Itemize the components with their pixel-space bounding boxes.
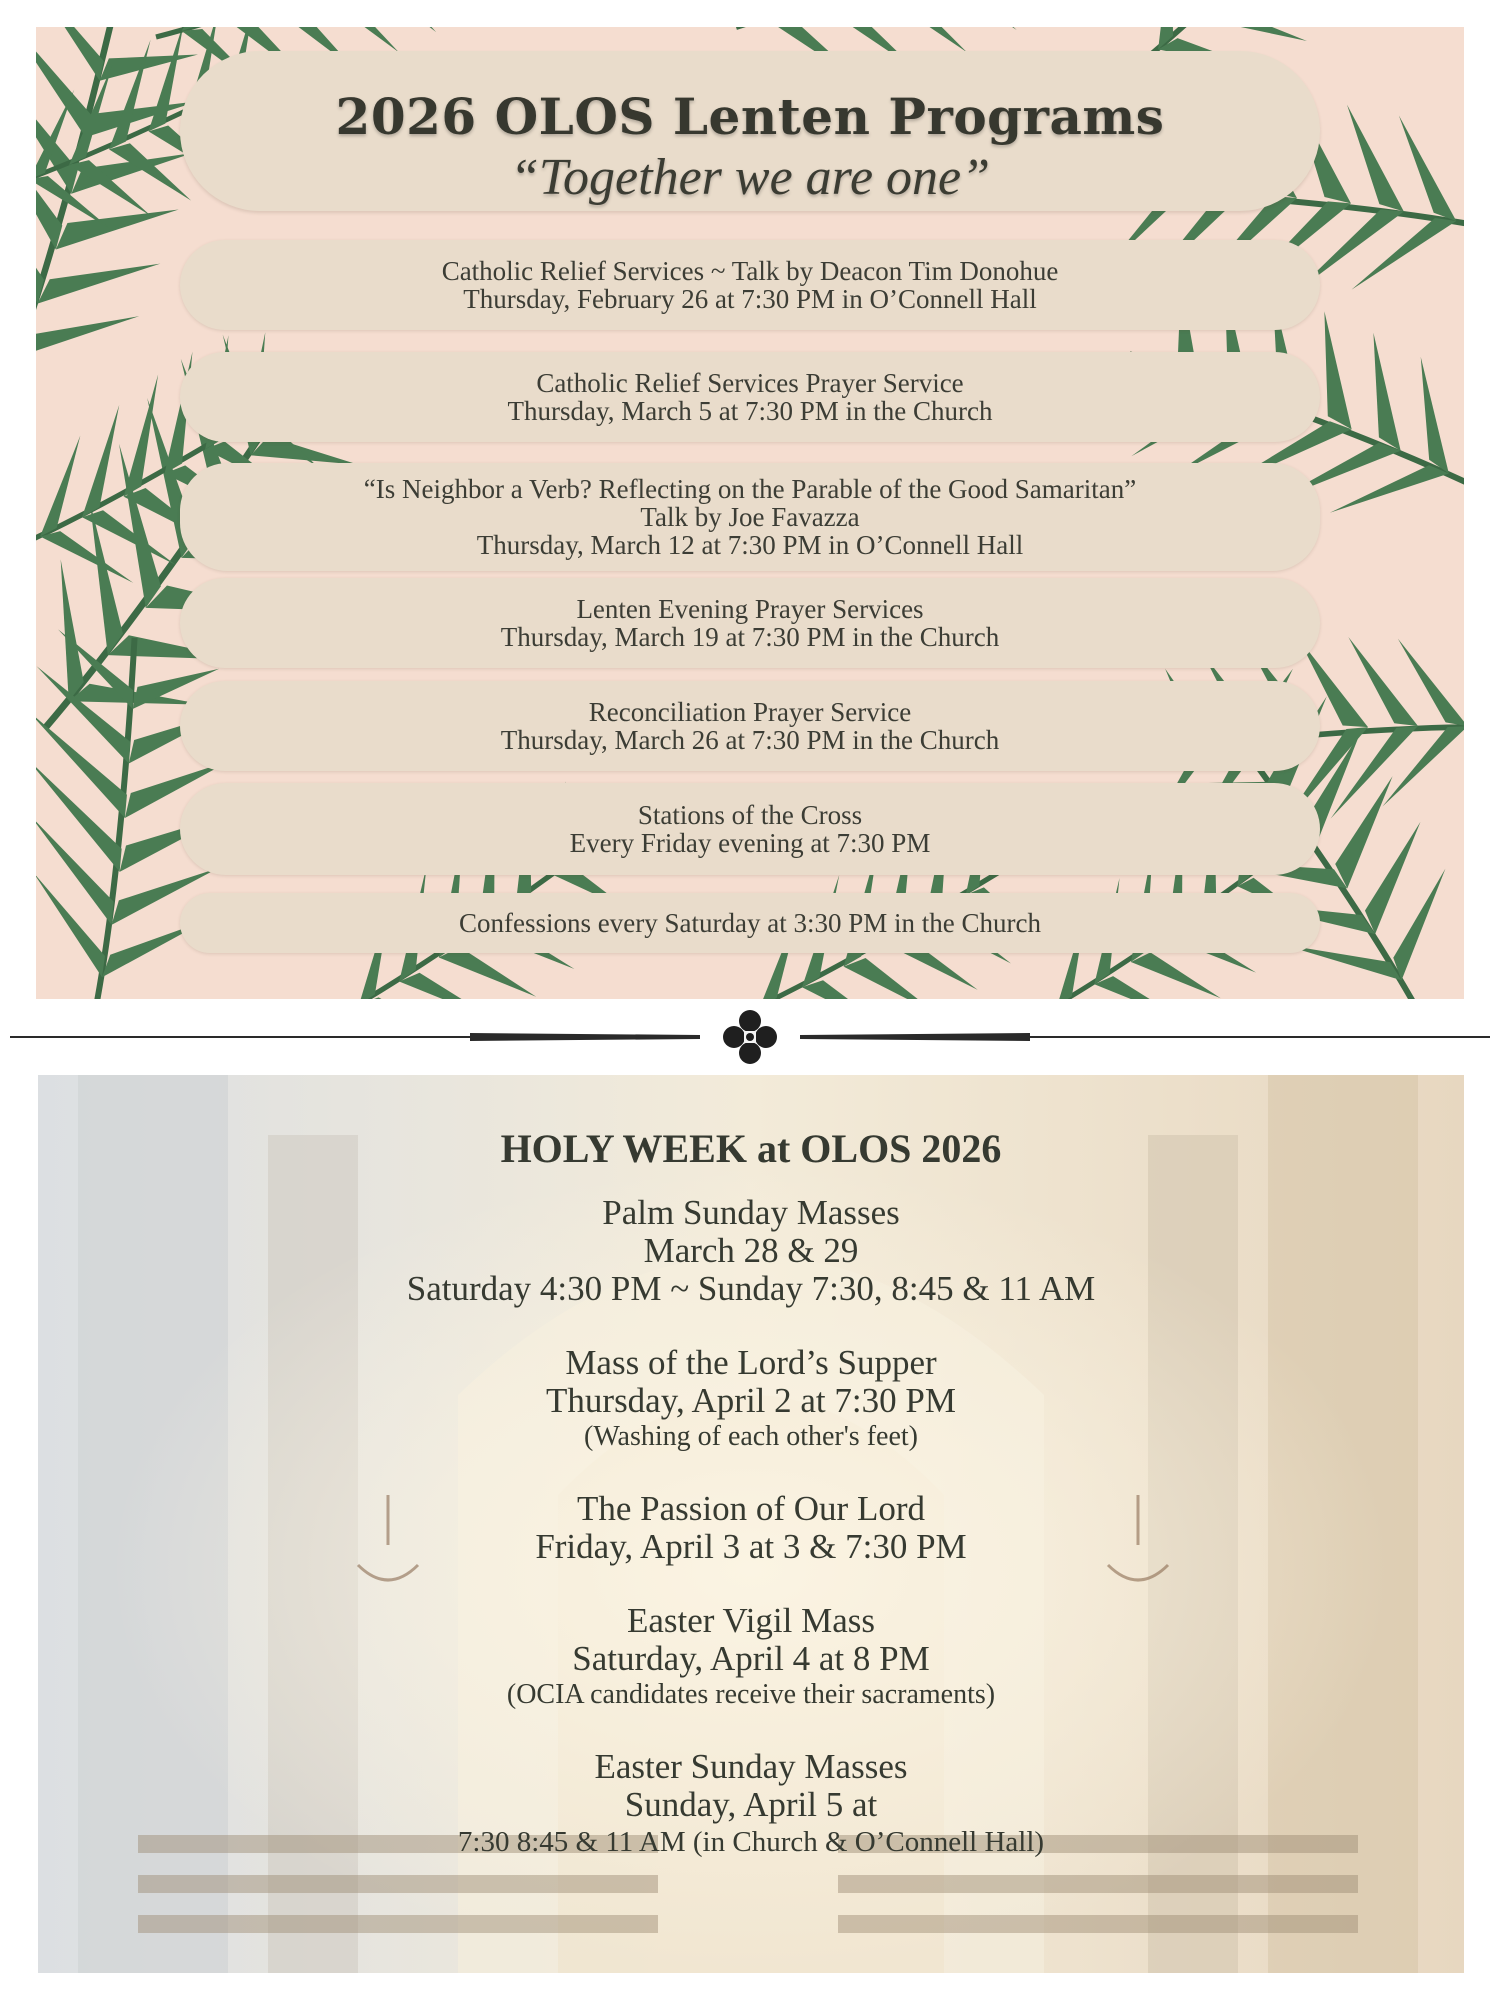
event-evening-prayer	[180, 578, 1320, 668]
event-line: Thursday, March 12 at 7:30 PM in O’Connell Hall	[476, 530, 1024, 560]
event-date: Sunday, April 5 at	[624, 1785, 878, 1824]
title-banner	[180, 51, 1320, 211]
event-note: (OCIA candidates receive their sacraments)	[506, 1679, 996, 1710]
holy-week-panel	[38, 1075, 1464, 1973]
event-name: Easter Vigil Mass	[626, 1601, 876, 1640]
event-line: Stations of the Cross	[637, 800, 863, 830]
event-date: Saturday, April 4 at 8 PM	[572, 1639, 930, 1678]
passion-block	[38, 1490, 1464, 1566]
event-neighbor-talk	[180, 463, 1320, 571]
event-date: March 28 & 29	[643, 1231, 859, 1270]
event-line: Catholic Relief Services Prayer Service	[536, 368, 964, 398]
holy-week-schedule	[38, 1125, 1464, 1896]
lenten-programs-panel	[36, 27, 1464, 999]
event-line: Talk by Joe Favazza	[640, 502, 860, 532]
flourish-cross-icon	[723, 1010, 777, 1064]
event-line: Thursday, March 5 at 7:30 PM in the Church	[507, 396, 993, 426]
event-name: Mass of the Lord’s Supper	[565, 1343, 937, 1382]
event-confessions	[180, 893, 1320, 953]
palm-sunday-block	[38, 1194, 1464, 1308]
event-date: Friday, April 3 at 3 & 7:30 PM	[535, 1527, 967, 1566]
event-name: Easter Sunday Masses	[594, 1747, 908, 1786]
event-line: Thursday, March 19 at 7:30 PM in the Church	[500, 622, 1000, 652]
event-line: Catholic Relief Services ~ Talk by Deacon Tim Donohue	[441, 256, 1059, 286]
event-line: Reconciliation Prayer Service	[588, 697, 912, 727]
section-divider	[0, 1008, 1500, 1066]
event-line: Lenten Evening Prayer Services	[576, 594, 924, 624]
easter-sunday-block	[38, 1748, 1464, 1860]
event-name: Palm Sunday Masses	[602, 1193, 900, 1232]
event-line: “Is Neighbor a Verb? Reflecting on the Parable of the Good Samaritan”	[363, 474, 1137, 504]
event-line: Thursday, March 26 at 7:30 PM in the Church	[500, 725, 1000, 755]
easter-vigil-block	[38, 1602, 1464, 1712]
event-stations	[180, 783, 1320, 875]
lords-supper-block	[38, 1344, 1464, 1454]
page-title: 2026 OLOS Lenten Programs	[335, 87, 1165, 146]
event-date: Thursday, April 2 at 7:30 PM	[546, 1381, 956, 1420]
event-note: (Washing of each other's feet)	[584, 1421, 918, 1452]
page-subtitle: “Together we are one”	[509, 149, 991, 206]
event-line: Every Friday evening at 7:30 PM	[569, 828, 931, 858]
event-line: Thursday, February 26 at 7:30 PM in O’Connell Hall	[463, 284, 1037, 314]
event-reconciliation	[180, 681, 1320, 771]
event-crs-talk	[180, 240, 1320, 330]
event-times: 7:30 8:45 & 11 AM (in Church & O’Connell Hall)	[457, 1826, 1045, 1858]
event-line: Confessions every Saturday at 3:30 PM in the Church	[459, 908, 1041, 938]
event-times: Saturday 4:30 PM ~ Sunday 7:30, 8:45 & 11 AM	[406, 1269, 1096, 1308]
event-crs-prayer	[180, 352, 1320, 442]
holy-week-title: HOLY WEEK at OLOS 2026	[500, 1126, 1002, 1171]
event-name: The Passion of Our Lord	[576, 1489, 925, 1528]
